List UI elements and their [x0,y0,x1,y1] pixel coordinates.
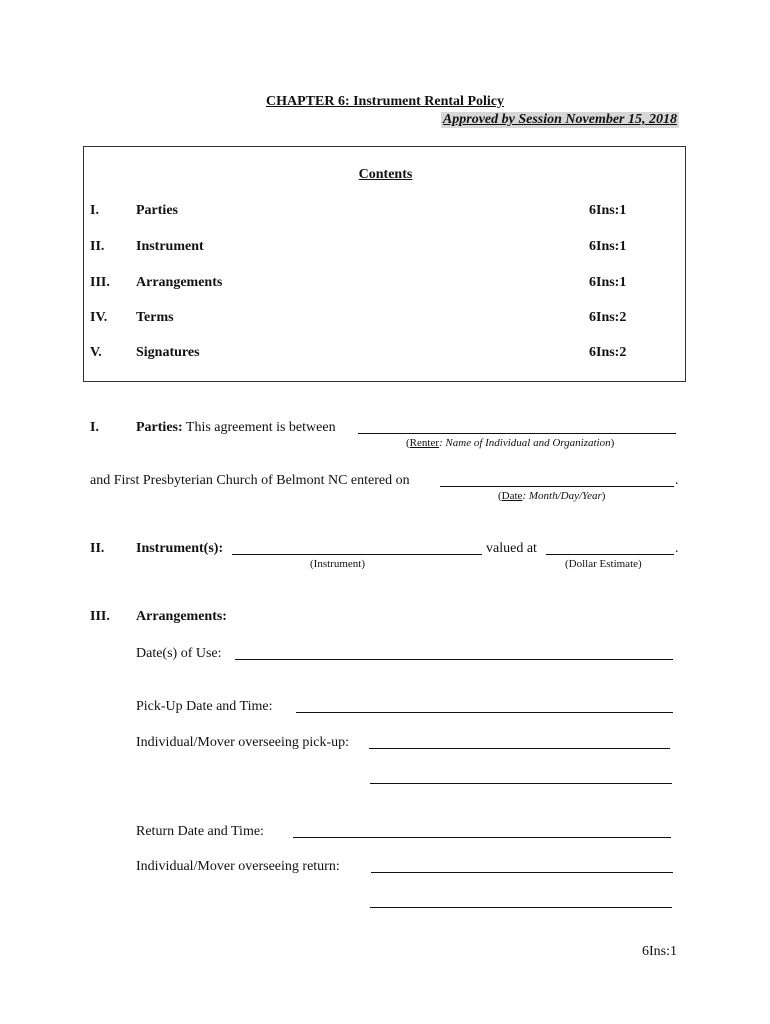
approval-note: Approved by Session November 15, 2018 [442,112,677,127]
valued-at-text: valued at [486,541,537,556]
toc-number: V. [90,345,102,360]
return-mover-label: Individual/Mover overseeing return: [136,859,340,874]
pickup-mover-field[interactable] [369,748,670,749]
section-label: Parties: [136,420,183,435]
pickup-datetime-label: Pick-Up Date and Time: [136,699,273,714]
toc-number: I. [90,203,99,218]
pickup-mover-field-line2[interactable] [370,783,672,784]
pickup-datetime-field[interactable] [296,712,673,713]
toc-row [84,310,687,330]
return-mover-field[interactable] [371,872,673,873]
return-datetime-field[interactable] [293,837,671,838]
section-number: I. [90,420,99,435]
section-label: Arrangements: [136,609,227,624]
toc-row [84,203,687,223]
instrument-field[interactable] [232,554,482,555]
return-mover-field-line2[interactable] [370,907,672,908]
contents-heading: Contents [358,167,413,182]
pickup-mover-label: Individual/Mover overseeing pick-up: [136,735,350,750]
date-caption-label: Date [501,490,523,502]
toc-page: 6Ins:1 [589,275,627,290]
date-caption-rest: : Month/Day/Year [522,490,602,502]
toc-row [84,239,687,259]
toc-name: Instrument [136,239,204,254]
renter-caption-rest: : Name of Individual and Organization [439,437,611,449]
toc-name: Arrangements [136,275,223,290]
section-label: Instrument(s): [136,541,224,556]
return-datetime-label: Return Date and Time: [136,824,264,839]
toc-row [84,275,687,295]
contents-box [83,146,686,382]
church-agreement-text: and First Presbyterian Church of Belmont NC entered on [90,473,410,488]
toc-row [84,345,687,365]
toc-number: III. [90,275,110,290]
period: . [675,473,679,488]
dollar-estimate-field[interactable] [546,554,674,555]
parties-sentence [136,420,336,436]
section-number: II. [90,541,105,556]
document-title: CHAPTER 6: Instrument Rental Policy [266,94,504,109]
agreement-date-field[interactable] [440,486,674,487]
toc-page: 6Ins:1 [589,239,627,254]
toc-name: Signatures [136,345,200,360]
period: . [675,541,679,556]
date-caption: (Date: Month/Day/Year) [498,490,606,502]
page-number: 6Ins:1 [642,944,677,959]
section-number: III. [90,609,110,624]
toc-name: Parties [136,203,178,218]
toc-page: 6Ins:1 [589,203,627,218]
instrument-caption: (Instrument) [310,558,365,570]
toc-name: Terms [136,310,174,325]
renter-caption-label: Renter [409,437,439,449]
dates-of-use-label: Date(s) of Use: [136,646,222,661]
dollar-caption: (Dollar Estimate) [565,558,642,570]
dates-of-use-field[interactable] [235,659,673,660]
parties-text: This agreement is between [185,420,336,435]
toc-number: II. [90,239,105,254]
renter-name-field[interactable] [358,433,676,434]
toc-page: 6Ins:2 [589,345,627,360]
renter-caption: (Renter: Name of Individual and Organization) [406,437,615,449]
toc-page: 6Ins:2 [589,310,627,325]
toc-number: IV. [90,310,108,325]
